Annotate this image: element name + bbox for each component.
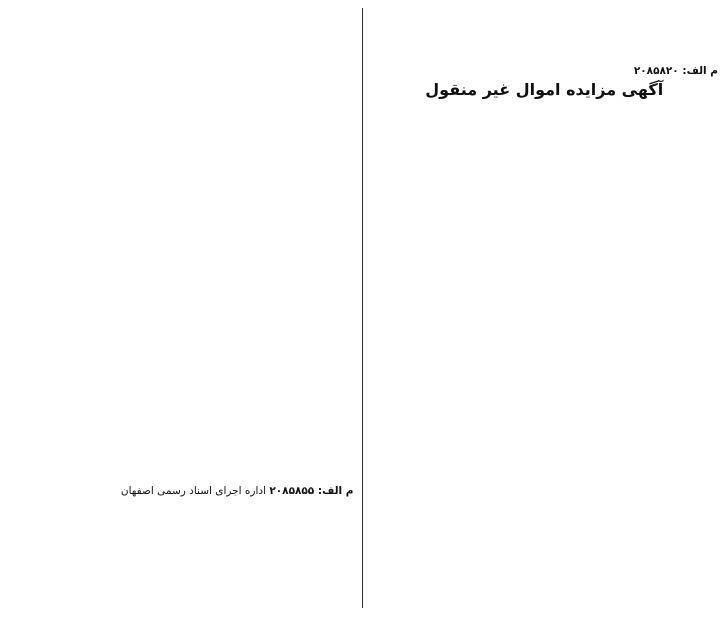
column-divider bbox=[362, 8, 363, 608]
left-column bbox=[6, 4, 354, 613]
left-body-paragraph bbox=[6, 4, 354, 482]
intro-reference-number: م الف: ۲۰۸۵۸۲۰ bbox=[633, 65, 718, 77]
right-column bbox=[371, 4, 719, 613]
notice-columns bbox=[6, 4, 718, 613]
closing-line bbox=[6, 484, 354, 499]
closing-signature: اداره اجرای اسناد رسمی اصفهان bbox=[120, 485, 267, 497]
closing-reference-number: م الف: ۲۰۸۵۸۵۵ bbox=[269, 485, 354, 497]
intro-closing-line bbox=[371, 64, 719, 79]
right-body-paragraph bbox=[371, 103, 719, 453]
notice-headline: آگهی مزایده اموال غیر منقول bbox=[425, 79, 664, 99]
intro-paragraph bbox=[371, 4, 719, 62]
